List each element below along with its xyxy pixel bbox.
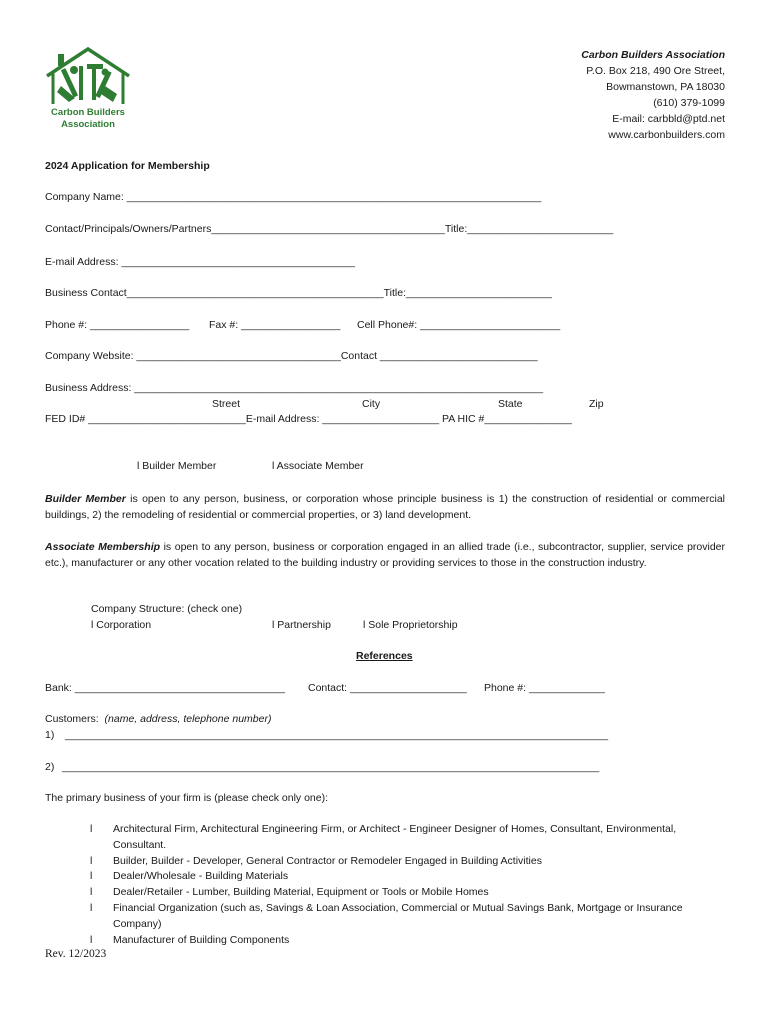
company-structure-label: Company Structure: (check one) — [91, 603, 243, 615]
house-logo-icon — [43, 46, 133, 134]
associate-member-checkbox[interactable]: l Associate Member — [272, 460, 364, 472]
bank-contact-field[interactable]: Contact: ____________________ — [308, 682, 467, 694]
association-address-block — [581, 47, 725, 143]
checkbox-bullet[interactable]: l — [90, 901, 93, 914]
carbon-builders-logo — [43, 46, 133, 134]
list-item[interactable]: l Dealer/Retailer - Lumber, Building Material, Equipment or Tools or Mobile Homes — [90, 885, 690, 901]
list-item[interactable]: l Dealer/Wholesale - Building Materials — [90, 869, 690, 885]
email-address-field[interactable]: E-mail Address: ________________________________________ — [45, 256, 356, 268]
corporation-checkbox[interactable]: l Corporation — [91, 619, 152, 631]
city-label: City — [362, 398, 381, 410]
associate-membership-term: Associate Membership — [45, 541, 161, 553]
bank-phone-field[interactable]: Phone #: _____________ — [484, 682, 605, 694]
cell-phone-field[interactable]: Cell Phone#: ________________________ — [357, 319, 561, 331]
phone-field[interactable]: Phone #: _________________ — [45, 319, 190, 331]
sole-proprietorship-checkbox[interactable]: l Sole Proprietorship — [363, 619, 458, 631]
list-item[interactable]: l Builder, Builder - Developer, General Contractor or Remodeler Engaged in Building Activities — [90, 854, 690, 870]
checkbox-bullet[interactable]: l — [90, 823, 93, 835]
org-website: www.carbonbuilders.com — [608, 129, 725, 141]
svg-text:Association: Association — [61, 119, 115, 130]
partnership-checkbox[interactable]: l Partnership — [272, 619, 331, 631]
customers-label: Customers: (name, address, telephone number) — [45, 713, 272, 725]
bank-field[interactable]: Bank: ____________________________________ — [45, 682, 285, 694]
business-type-list — [90, 822, 690, 948]
org-phone: (610) 379-1099 — [653, 97, 725, 109]
fax-field[interactable]: Fax #: _________________ — [209, 319, 341, 331]
state-label: State — [498, 398, 523, 410]
org-email: E-mail: carbbld@ptd.net — [612, 113, 725, 125]
associate-membership-description: Associate Membership is open to any person, business or corporation engaged in an allied trade (i.e., subcontractor, supplier, service provider etc.), manufacturer or any other vocation related to the building industry or providing services to those in the construction industry. — [45, 541, 726, 569]
website-contact-field[interactable]: Company Website: ___________________________________Contact ___________________________ — [45, 350, 538, 362]
list-item[interactable]: l Architectural Firm, Architectural Engineering Firm, or Architect - Engineer Designer of Homes, Consultant, Environmental, Consultant. — [90, 822, 690, 854]
svg-text:Carbon Builders: Carbon Builders — [51, 107, 125, 118]
form-title: 2024 Application for Membership — [45, 160, 210, 172]
references-heading: References — [356, 650, 413, 662]
address-line-1: P.O. Box 218, 490 Ore Street, — [586, 65, 725, 77]
list-item[interactable]: l Manufacturer of Building Components — [90, 933, 690, 949]
customer-line-1-number: 1) — [45, 729, 55, 741]
customer-line-2-number: 2) — [45, 761, 55, 773]
checkbox-bullet[interactable]: l — [90, 933, 93, 946]
checkbox-bullet[interactable]: l — [90, 870, 93, 883]
primary-business-prompt: The primary business of your firm is (please check only one): — [45, 792, 329, 804]
builder-member-term: Builder Member — [45, 493, 126, 505]
street-label: Street — [212, 398, 241, 410]
business-contact-field[interactable]: Business Contact____________________________________________Title:_________________________ — [45, 287, 553, 299]
checkbox-bullet[interactable]: l — [90, 886, 93, 899]
revision-label: Rev. 12/2023 — [45, 948, 107, 960]
zip-label: Zip — [589, 398, 604, 410]
customers-hint: (name, address, telephone number) — [104, 713, 272, 725]
builder-member-description: Builder Member is open to any person, business, or corporation whose principle business is 1) the construction of residential or commercial buildings, 2) the remodeling of residential or commercial properties, or 3) land development. — [45, 493, 726, 521]
builder-member-checkbox[interactable]: l Builder Member — [137, 460, 217, 472]
fed-id-field[interactable]: FED ID# ___________________________E-mail Address: ____________________ PA HIC #_______________ — [45, 413, 572, 425]
list-item[interactable]: l Financial Organization (such as, Savings & Loan Association, Commercial or Mutual Savings Bank, Mortgage or Insurance Company) — [90, 901, 690, 933]
org-name: Carbon Builders Association — [581, 49, 725, 61]
company-name-field[interactable]: Company Name: _______________________________________________________________________ — [45, 191, 542, 203]
business-address-field[interactable]: Business Address: ______________________________________________________________________ — [45, 382, 544, 394]
customer-line-1-field[interactable]: _____________________________________________________________________________________________ — [65, 729, 609, 741]
customer-line-2-field[interactable]: ____________________________________________________________________________________________ — [62, 761, 600, 773]
address-line-2: Bowmanstown, PA 18030 — [606, 81, 725, 93]
checkbox-bullet[interactable]: l — [90, 854, 93, 867]
contact-principals-field[interactable]: Contact/Principals/Owners/Partners________________________________________Title:_________________________ — [45, 223, 614, 235]
